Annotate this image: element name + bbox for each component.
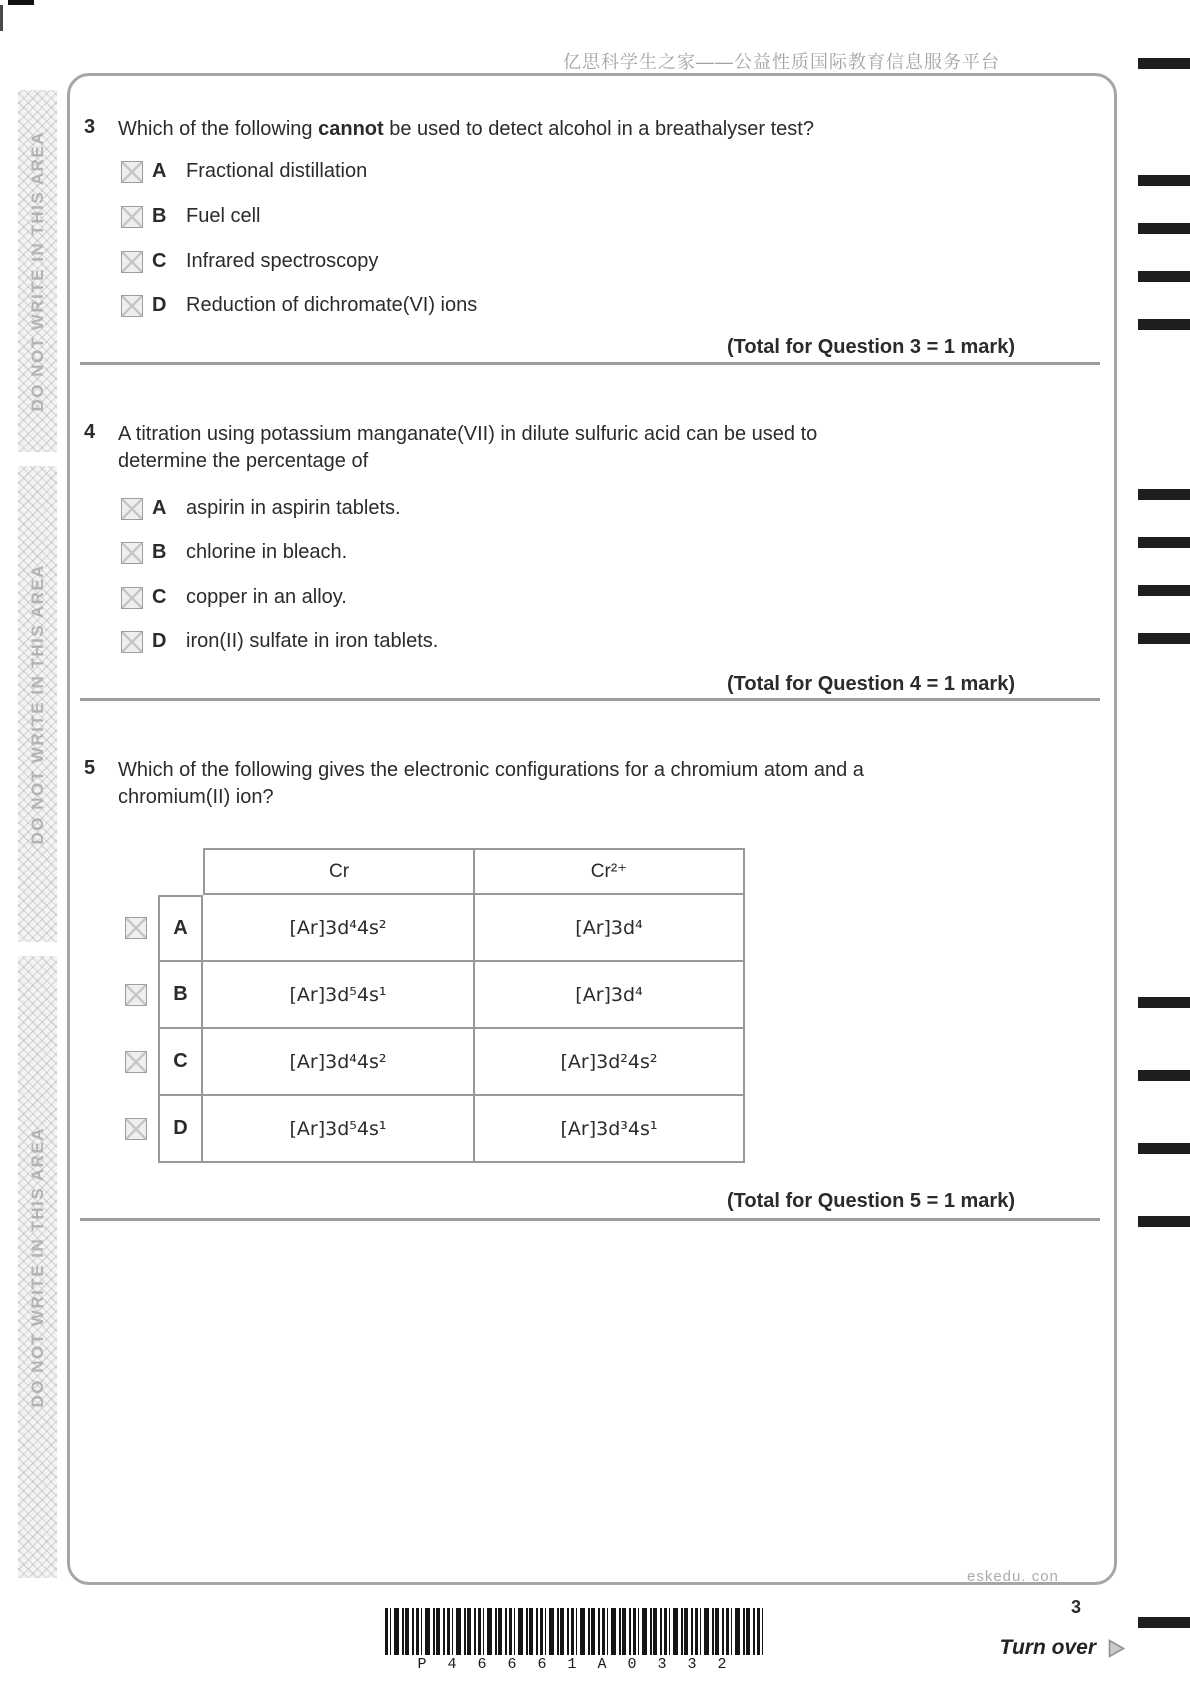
table-row-letter: D (158, 1096, 203, 1163)
do-not-write-label: DO NOT WRITE IN THIS AREA (27, 1126, 47, 1408)
question-5-text: Which of the following gives the electronic configurations for a chromium atom and a chromium(II) ion? (118, 759, 864, 808)
watermark: eskedu. con (967, 1568, 1059, 1585)
option-letter: D (152, 294, 167, 316)
turn-over-arrow-icon (1108, 1639, 1125, 1658)
question-area (67, 73, 1117, 1585)
option-text: Fuel cell (186, 205, 261, 227)
do-not-write-label: DO NOT WRITE IN THIS AREA (27, 130, 47, 412)
answer-checkbox-icon[interactable] (121, 161, 143, 183)
table-cell-cr: [Ar]3d⁴4s² (203, 1029, 475, 1096)
answer-checkbox-icon[interactable] (121, 206, 143, 228)
option-text: Reduction of dichromate(VI) ions (186, 294, 478, 316)
barcode (385, 1608, 765, 1655)
registration-mark (1138, 997, 1190, 1008)
option-text: iron(II) sulfate in iron tablets. (186, 630, 439, 652)
option-letter: C (152, 586, 167, 608)
answer-checkbox-icon[interactable] (121, 587, 143, 609)
registration-mark (1138, 1216, 1190, 1227)
answer-checkbox-icon[interactable] (125, 984, 147, 1006)
electron-configuration-table (158, 848, 745, 1163)
registration-mark (1138, 1143, 1190, 1154)
q3-option-a (121, 160, 367, 183)
option-text: chlorine in bleach. (186, 541, 348, 563)
table-header-cr2plus: Cr²⁺ (475, 848, 745, 895)
answer-checkbox-icon[interactable] (125, 917, 147, 939)
q4-total-marks: (Total for Question 4 = 1 mark) (726, 673, 1015, 695)
registration-mark (1138, 1070, 1190, 1081)
q4-option-b (121, 541, 347, 564)
registration-mark (1138, 537, 1190, 548)
option-letter: A (152, 160, 167, 182)
option-text: Infrared spectroscopy (186, 250, 379, 272)
question-3-text-bold: cannot (318, 118, 384, 140)
table-header-cr: Cr (203, 848, 475, 895)
table-row-letter: B (158, 962, 203, 1029)
registration-mark (1138, 585, 1190, 596)
table-cell-cr2plus: [Ar]3d⁴ (475, 895, 745, 962)
q4-option-a (121, 497, 401, 520)
option-text: Fractional distillation (186, 160, 368, 182)
option-letter: C (152, 250, 167, 272)
table-corner-blank (158, 848, 203, 895)
answer-checkbox-icon[interactable] (121, 542, 143, 564)
table-cell-cr: [Ar]3d⁴4s² (203, 895, 475, 962)
table-row-letter: C (158, 1029, 203, 1096)
option-letter: D (152, 630, 167, 652)
question-3-text (118, 116, 1068, 143)
registration-mark (1138, 1617, 1190, 1628)
site-banner: 亿思科学生之家——公益性质国际教育信息服务平台 (563, 52, 1000, 72)
registration-mark (1138, 58, 1190, 69)
q5-total-marks: (Total for Question 5 = 1 mark) (726, 1190, 1015, 1212)
answer-checkbox-icon[interactable] (125, 1051, 147, 1073)
turn-over (1000, 1636, 1125, 1660)
answer-checkbox-icon[interactable] (121, 295, 143, 317)
answer-checkbox-icon[interactable] (121, 631, 143, 653)
do-not-write-strip-3 (18, 956, 57, 1578)
table-cell-cr2plus: [Ar]3d²4s² (475, 1029, 745, 1096)
q3-option-b (121, 205, 260, 228)
option-text: aspirin in aspirin tablets. (186, 497, 401, 519)
table-cell-cr: [Ar]3d⁵4s¹ (203, 1096, 475, 1163)
question-3-number: 3 (84, 116, 96, 138)
answer-checkbox-icon[interactable] (125, 1118, 147, 1140)
q3-option-c (121, 250, 378, 273)
registration-mark (1138, 175, 1190, 186)
registration-mark (1138, 271, 1190, 282)
q3-total-marks: (Total for Question 3 = 1 mark) (726, 336, 1015, 358)
answer-checkbox-icon[interactable] (121, 498, 143, 520)
registration-mark (1138, 223, 1190, 234)
question-5-number: 5 (84, 757, 96, 779)
do-not-write-label: DO NOT WRITE IN THIS AREA (27, 563, 47, 845)
turn-over-label: Turn over (999, 1636, 1096, 1659)
table-row-letter: A (158, 895, 203, 962)
section-divider (80, 698, 1100, 701)
trim-mark-horizontal (8, 0, 34, 5)
do-not-write-strip-2 (18, 466, 57, 942)
option-letter: A (152, 497, 167, 519)
option-letter: B (152, 541, 167, 563)
question-3-text-pre: Which of the following (118, 118, 319, 140)
q4-option-d (121, 630, 438, 653)
question-4-text: A titration using potassium manganate(VII) in dilute sulfuric acid can be used to determine the percentage of (118, 423, 818, 472)
registration-mark (1138, 489, 1190, 500)
q3-option-d (121, 294, 477, 317)
option-letter: B (152, 205, 167, 227)
barcode-text: P 4 6 6 6 1 A 0 3 3 2 (417, 1656, 733, 1673)
table-cell-cr2plus: [Ar]3d³4s¹ (475, 1096, 745, 1163)
section-divider (80, 362, 1100, 365)
do-not-write-strip-1 (18, 90, 57, 452)
answer-checkbox-icon[interactable] (121, 251, 143, 273)
table-cell-cr: [Ar]3d⁵4s¹ (203, 962, 475, 1029)
section-divider (80, 1218, 1100, 1221)
q4-option-c (121, 586, 347, 609)
option-text: copper in an alloy. (186, 586, 347, 608)
trim-mark-vertical (0, 5, 3, 31)
question-4-number: 4 (84, 421, 96, 443)
question-3-text-post: be used to detect alcohol in a breathalyser test? (383, 118, 814, 140)
registration-mark (1138, 633, 1190, 644)
table-cell-cr2plus: [Ar]3d⁴ (475, 962, 745, 1029)
page-number: 3 (1070, 1597, 1081, 1617)
registration-mark (1138, 319, 1190, 330)
